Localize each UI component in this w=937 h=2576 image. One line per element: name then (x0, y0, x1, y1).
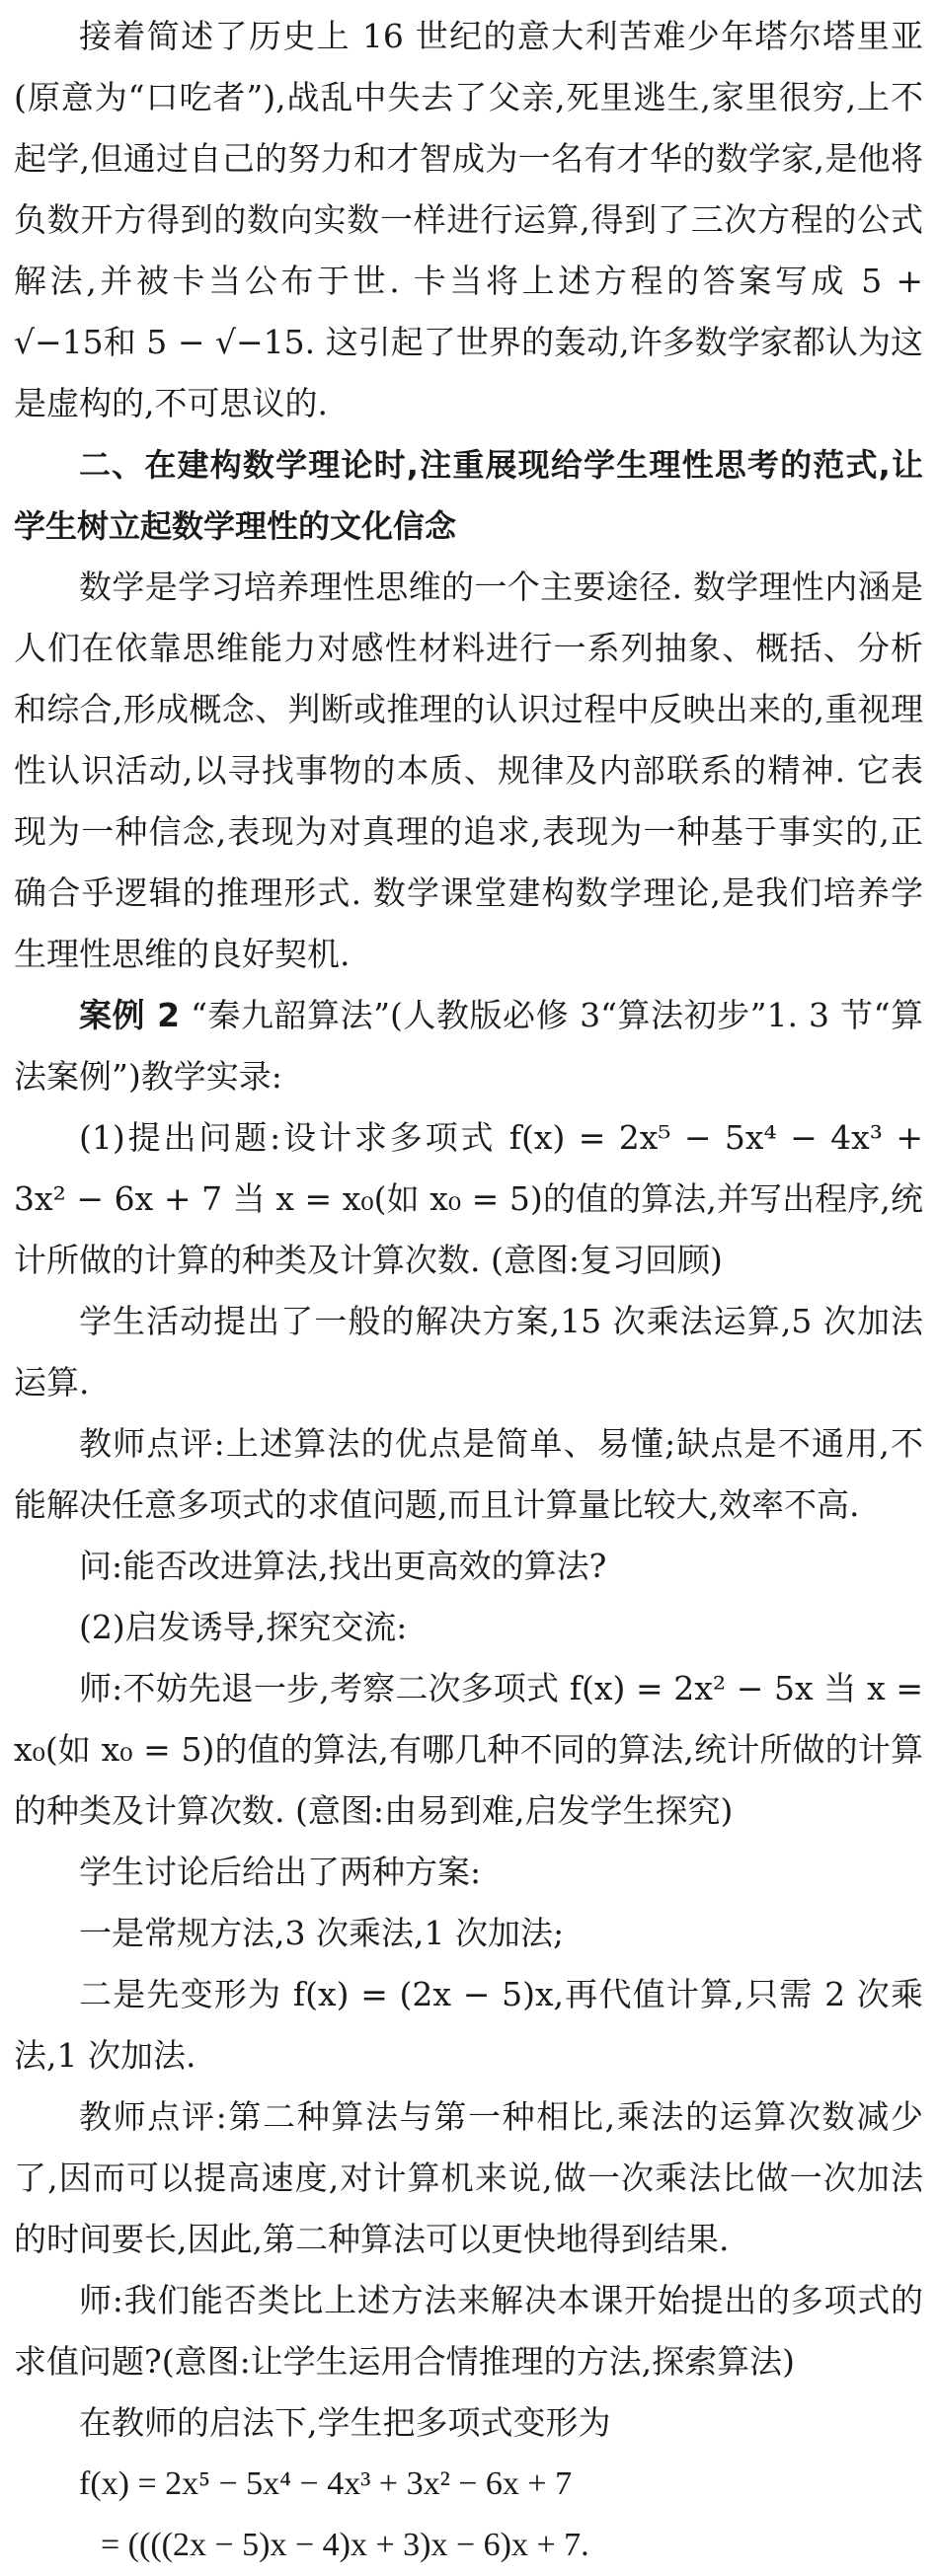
paragraph-transformation-intro: 在教师的启法下,学生把多项式变形为 (79, 2403, 611, 2442)
paragraph-two-methods: 学生讨论后给出了两种方案: (79, 1853, 482, 1891)
paragraph-question: 问:能否改进算法,找出更高效的算法? (79, 1547, 607, 1585)
step-1-pose-problem: (1)提出问题:设计求多项式 f(x) = 2x⁵ − 5x⁴ − 4x³ + 3x² − 6x + 7 当 x = x₀(如 x₀ = 5)的值的算法,并写出程序,统计所做的计算的种类及计算次数. (意图:复习回顾) (14, 1118, 923, 1279)
paragraph-quadratic-example: 师:不妨先退一步,考察二次多项式 f(x) = 2x² − 5x 当 x = x₀(如 x₀ = 5)的值的算法,有哪几种不同的算法,统计所做的计算的种类及计算次数. (意图:由易到难,启发学生探究) (14, 1669, 923, 1830)
case-label: 案例 2 (79, 996, 181, 1034)
paragraph-analogy-question: 师:我们能否类比上述方法来解决本课开始提出的多项式的求值问题?(意图:让学生运用合情推理的方法,探索算法) (14, 2281, 923, 2381)
paragraph-history-tartaglia: 接着简述了历史上 16 世纪的意大利苦难少年塔尔塔里亚(原意为“口吃者”),战乱中失去了父亲,死里逃生,家里很穷,上不起学,但通过自己的努力和才智成为一名有才华的数学家,是他将负数开方得到的数向实数一样进行运算,得到了三次方程的公式解法,并被卡当公布于世. 卡当将上述方程的答案写成 5 + √−15和 5 − √−15. 这引起了世界的轰动,许多数学家都认为这是虚构的,不可思议的. (14, 17, 923, 422)
paragraph-method-2: 二是先变形为 f(x) = (2x − 5)x,再代值计算,只需 2 次乘法,1 次加法. (14, 1975, 923, 2075)
paragraph-teacher-comment-1: 教师点评:上述算法的优点是简单、易懂;缺点是不通用,不能解决任意多项式的求值问题,而且计算量比较大,效率不高. (14, 1424, 923, 1524)
paragraph-teacher-comment-2: 教师点评:第二种算法与第一种相比,乘法的运算次数减少了,因而可以提高速度,对计算机来说,做一次乘法比做一次加法的时间要长,因此,第二种算法可以更快地得到结果. (14, 2097, 923, 2258)
formula-polynomial: f(x) = 2x⁵ − 5x⁴ − 4x³ + 3x² − 6x + 7 (79, 2465, 573, 2502)
paragraph-math-rationality: 数学是学习培养理性思维的一个主要途径. 数学理性内涵是人们在依靠思维能力对感性材料进行一系列抽象、概括、分析和综合,形成概念、判断或推理的认识过程中反映出来的,重视理性认识活动,以寻找事物的本质、规律及内部联系的精神. 它表现为一种信念,表现为对真理的追求,表现为一种基于事实的,正确合乎逻辑的推理形式. 数学课堂建构数学理论,是我们培养学生理性思维的良好契机. (14, 568, 923, 973)
step-2-heading: (2)启发诱导,探究交流: (79, 1608, 408, 1646)
case-description: “秦九韶算法”(人教版必修 3“算法初步”1. 3 节“算法案例”)教学实录: (14, 996, 923, 1096)
formula-horner-form: = ((((2x − 5)x − 4)x + 3)x − 6)x + 7. (101, 2527, 589, 2563)
case-2-title (14, 985, 923, 1107)
section-heading-2: 二、在建构数学理论时,注重展现给学生理性思考的范式,让学生树立起数学理性的文化信念 (14, 446, 923, 545)
paragraph-method-1: 一是常规方法,3 次乘法,1 次加法; (79, 1914, 565, 1952)
paragraph-student-solution: 学生活动提出了一般的解决方案,15 次乘法运算,5 次加法运算. (14, 1302, 923, 1402)
